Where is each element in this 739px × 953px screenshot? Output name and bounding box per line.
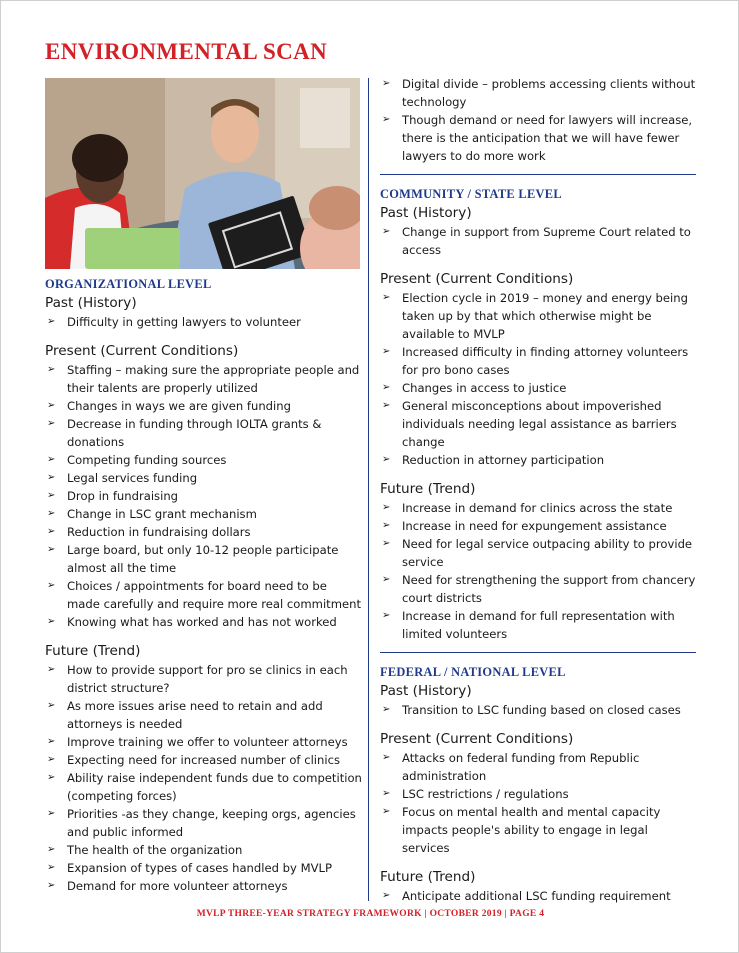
bullet-arrow-icon: ➢ xyxy=(382,574,391,585)
bullet-arrow-icon: ➢ xyxy=(382,346,391,357)
federal-present-list xyxy=(380,749,696,857)
list-item-text: Increase in need for expungement assistance xyxy=(402,519,667,533)
bullet-arrow-icon: ➢ xyxy=(47,454,56,465)
bullet-arrow-icon: ➢ xyxy=(382,788,391,799)
list-item-text: Though demand or need for lawyers will increase, there is the anticipation that we will have fewer lawyers to do more work xyxy=(402,113,693,163)
list-item-text: Reduction in attorney participation xyxy=(402,453,605,467)
list-item xyxy=(380,517,696,535)
community-future-heading: Future (Trend) xyxy=(380,481,476,497)
list-item xyxy=(380,289,696,343)
list-item xyxy=(380,803,696,857)
list-item xyxy=(380,887,696,905)
bullet-arrow-icon: ➢ xyxy=(47,772,56,783)
list-item xyxy=(380,535,696,571)
list-item-text: Change in LSC grant mechanism xyxy=(67,507,257,521)
list-item xyxy=(45,487,363,505)
bullet-arrow-icon: ➢ xyxy=(382,610,391,621)
list-item xyxy=(45,469,363,487)
list-item-text: Focus on mental health and mental capacity impacts people's ability to engage in legal services xyxy=(402,805,661,855)
list-item xyxy=(45,661,363,697)
list-item-text: Ability raise independent funds due to competition (competing forces) xyxy=(67,771,362,803)
list-item xyxy=(45,859,363,877)
list-item xyxy=(45,505,363,523)
list-item xyxy=(45,613,363,631)
org-past-heading: Past (History) xyxy=(45,295,137,311)
bullet-arrow-icon: ➢ xyxy=(47,544,56,555)
list-item xyxy=(380,785,696,803)
column-divider xyxy=(368,78,369,901)
list-item-text: Knowing what has worked and has not worked xyxy=(67,615,337,629)
list-item xyxy=(380,111,696,165)
list-item-text: Increase in demand for full representation with limited volunteers xyxy=(402,609,675,641)
list-item xyxy=(45,415,363,451)
list-item-text: Difficulty in getting lawyers to volunteer xyxy=(67,315,301,329)
list-item xyxy=(45,697,363,733)
list-item xyxy=(380,343,696,379)
list-item-text: Decrease in funding through IOLTA grants & donations xyxy=(67,417,322,449)
list-item-text: Attacks on federal funding from Republic administration xyxy=(402,751,640,783)
list-item-text: The health of the organization xyxy=(67,843,243,857)
list-item xyxy=(45,541,363,577)
list-item xyxy=(380,75,696,111)
list-item-text: Large board, but only 10-12 people participate almost all the time xyxy=(67,543,339,575)
bullet-arrow-icon: ➢ xyxy=(47,862,56,873)
list-item xyxy=(380,397,696,451)
bullet-arrow-icon: ➢ xyxy=(382,78,391,89)
bullet-arrow-icon: ➢ xyxy=(382,890,391,901)
bullet-arrow-icon: ➢ xyxy=(47,736,56,747)
list-item xyxy=(45,523,363,541)
bullet-arrow-icon: ➢ xyxy=(47,508,56,519)
list-item-text: Changes in access to justice xyxy=(402,381,567,395)
list-item-text: Competing funding sources xyxy=(67,453,227,467)
list-item-text: Change in support from Supreme Court related to access xyxy=(402,225,691,257)
list-item xyxy=(380,607,696,643)
list-item xyxy=(380,223,696,259)
list-item-text: Demand for more volunteer attorneys xyxy=(67,879,288,893)
bullet-arrow-icon: ➢ xyxy=(47,400,56,411)
list-item-text: Anticipate additional LSC funding requirement xyxy=(402,889,671,903)
list-item-text: Changes in ways we are given funding xyxy=(67,399,291,413)
list-item xyxy=(45,397,363,415)
org-future-heading: Future (Trend) xyxy=(45,643,141,659)
list-item-text: Increase in demand for clinics across the state xyxy=(402,501,673,515)
page-title: ENVIRONMENTAL SCAN xyxy=(45,39,328,64)
list-item xyxy=(380,379,696,397)
bullet-arrow-icon: ➢ xyxy=(47,526,56,537)
bullet-arrow-icon: ➢ xyxy=(47,700,56,711)
list-item xyxy=(45,577,363,613)
list-item xyxy=(45,313,363,331)
list-item-text: Need for legal service outpacing ability to provide service xyxy=(402,537,693,569)
community-past-heading: Past (History) xyxy=(380,205,472,221)
list-item xyxy=(45,805,363,841)
list-item-text: Drop in fundraising xyxy=(67,489,179,503)
list-item-text: LSC restrictions / regulations xyxy=(402,787,569,801)
bullet-arrow-icon: ➢ xyxy=(47,808,56,819)
list-item-text: Expecting need for increased number of clinics xyxy=(67,753,341,767)
bullet-arrow-icon: ➢ xyxy=(47,844,56,855)
list-item xyxy=(45,877,363,895)
list-item-text: How to provide support for pro se clinics in each district structure? xyxy=(67,663,348,695)
bullet-arrow-icon: ➢ xyxy=(47,664,56,675)
bullet-arrow-icon: ➢ xyxy=(382,292,391,303)
list-item xyxy=(380,749,696,785)
federal-past-heading: Past (History) xyxy=(380,683,472,699)
left-column xyxy=(45,275,363,895)
list-item-text: Election cycle in 2019 – money and energy being taken up by that which otherwise might be available to MVLP xyxy=(402,291,688,341)
list-item xyxy=(380,571,696,607)
list-item-text: Need for strengthening the support from chancery court districts xyxy=(402,573,696,605)
federal-future-list xyxy=(380,887,696,905)
continued-list xyxy=(380,75,696,165)
list-item-text: Improve training we offer to volunteer attorneys xyxy=(67,735,348,749)
section-rule xyxy=(380,652,696,653)
list-item-text: Priorities -as they change, keeping orgs, agencies and public informed xyxy=(67,807,356,839)
bullet-arrow-icon: ➢ xyxy=(382,752,391,763)
list-item-text: Expansion of types of cases handled by MVLP xyxy=(67,861,332,875)
org-present-list xyxy=(45,361,363,631)
list-item xyxy=(45,841,363,859)
list-item xyxy=(45,751,363,769)
org-present-heading: Present (Current Conditions) xyxy=(45,343,239,359)
list-item xyxy=(380,451,696,469)
list-item-text: As more issues arise need to retain and add attorneys is needed xyxy=(67,699,323,731)
bullet-arrow-icon: ➢ xyxy=(382,400,391,411)
bullet-arrow-icon: ➢ xyxy=(382,454,391,465)
bullet-arrow-icon: ➢ xyxy=(382,114,391,125)
list-item-text: Reduction in fundraising dollars xyxy=(67,525,251,539)
bullet-arrow-icon: ➢ xyxy=(382,538,391,549)
list-item xyxy=(380,701,696,719)
meeting-photo xyxy=(45,78,360,269)
list-item-text: Digital divide – problems accessing clients without technology xyxy=(402,77,696,109)
federal-level-heading: FEDERAL / NATIONAL LEVEL xyxy=(380,665,566,679)
community-future-list xyxy=(380,499,696,643)
bullet-arrow-icon: ➢ xyxy=(47,490,56,501)
list-item xyxy=(45,361,363,397)
bullet-arrow-icon: ➢ xyxy=(47,754,56,765)
community-past-list xyxy=(380,223,696,259)
bullet-arrow-icon: ➢ xyxy=(47,616,56,627)
org-future-list xyxy=(45,661,363,895)
list-item-text: Transition to LSC funding based on closed cases xyxy=(402,703,681,717)
list-item-text: General misconceptions about impoverished individuals needing legal assistance as barriers change xyxy=(402,399,677,449)
bullet-arrow-icon: ➢ xyxy=(47,880,56,891)
bullet-arrow-icon: ➢ xyxy=(47,316,56,327)
list-item-text: Legal services funding xyxy=(67,471,198,485)
list-item-text: Staffing – making sure the appropriate people and their talents are properly utilized xyxy=(67,363,360,395)
org-past-list xyxy=(45,313,363,331)
federal-present-heading: Present (Current Conditions) xyxy=(380,731,574,747)
list-item xyxy=(45,769,363,805)
federal-past-list xyxy=(380,701,696,719)
bullet-arrow-icon: ➢ xyxy=(382,806,391,817)
federal-future-heading: Future (Trend) xyxy=(380,869,476,885)
bullet-arrow-icon: ➢ xyxy=(382,520,391,531)
bullet-arrow-icon: ➢ xyxy=(382,704,391,715)
right-column xyxy=(380,75,696,905)
bullet-arrow-icon: ➢ xyxy=(47,580,56,591)
list-item xyxy=(380,499,696,517)
list-item-text: Increased difficulty in finding attorney volunteers for pro bono cases xyxy=(402,345,689,377)
bullet-arrow-icon: ➢ xyxy=(47,472,56,483)
bullet-arrow-icon: ➢ xyxy=(47,418,56,429)
meeting-photo-illustration xyxy=(45,78,360,269)
section-rule xyxy=(380,174,696,175)
bullet-arrow-icon: ➢ xyxy=(47,364,56,375)
community-present-list xyxy=(380,289,696,469)
bullet-arrow-icon: ➢ xyxy=(382,226,391,237)
page-footer: MVLP THREE-YEAR STRATEGY FRAMEWORK | OCTOBER 2019 | PAGE 4 xyxy=(196,909,545,919)
bullet-arrow-icon: ➢ xyxy=(382,502,391,513)
list-item xyxy=(45,733,363,751)
organizational-level-heading: ORGANIZATIONAL LEVEL xyxy=(45,277,212,291)
bullet-arrow-icon: ➢ xyxy=(382,382,391,393)
community-level-heading: COMMUNITY / STATE LEVEL xyxy=(380,187,562,201)
community-present-heading: Present (Current Conditions) xyxy=(380,271,574,287)
list-item-text: Choices / appointments for board need to be made carefully and require more real commitment xyxy=(67,579,362,611)
list-item xyxy=(45,451,363,469)
